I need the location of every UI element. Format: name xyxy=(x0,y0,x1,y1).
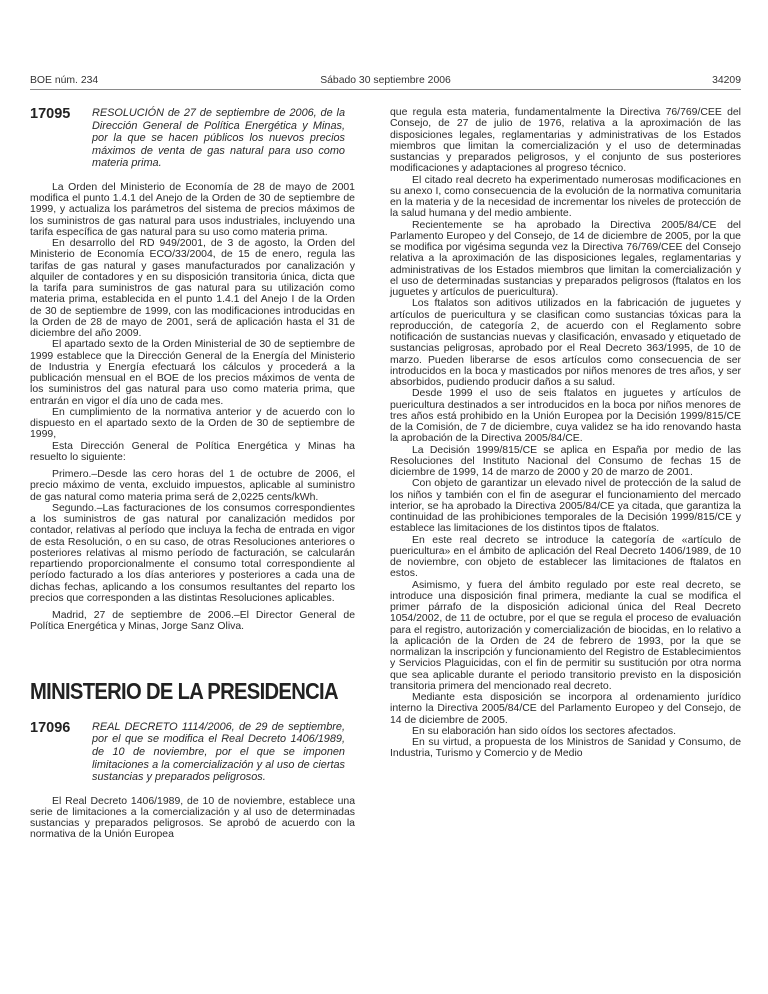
entry-17095-heading xyxy=(30,107,355,170)
publication-date: Sábado 30 septiembre 2006 xyxy=(320,75,451,86)
ministry-heading: MINISTERIO DE LA PRESIDENCIA xyxy=(30,677,338,704)
page-number: 34209 xyxy=(712,75,741,86)
paragraph: Mediante esta disposición se incorpora al ordenamiento jurídico interno la Directiva 2005/84/CE del Parlamento Europeo y del Consejo, de 14 de diciembre de 2005. xyxy=(390,692,741,726)
entry-number: 17096 xyxy=(30,719,71,736)
page-header xyxy=(30,75,741,90)
signature: Madrid, 27 de septiembre de 2006.–El Director General de Política Energética y Minas, Jorge Sanz Oliva. xyxy=(30,610,355,633)
paragraph: Los ftalatos son aditivos utilizados en la fabricación de juguetes y artículos de puericultura y se clasifican como sustancias tóxicas para la reproducción, de categoría 2, de acuerdo con el Reglamento sobre notificación de sustancias nuevas y clasificación, envasado y etiquetado de sustancias peligrosas, aprobado por el Real Decreto 363/1995, de 10 de marzo. Pueden liberarse de esos artículos como consecuencia de ser introducidos en la boca y masticados por niños menores de tres años, y ser absorbidos, pudiendo producir daños a su salud. xyxy=(390,298,741,388)
left-column xyxy=(30,107,355,841)
paragraph: El citado real decreto ha experimentado numerosas modificaciones en su anexo I, como consecuencia de la evolución de la normativa comunitaria en la materia y de la necesidad de incrementar los niveles de protección de la salud humana y del medio ambiente. xyxy=(390,174,741,220)
paragraph: Con objeto de garantizar un elevado nivel de protección de la salud de los niños y también con el fin de asegurar el funcionamiento del mercado interior, se ha aprobado la Directiva 2005/84/CE ya citada, que garantiza la continuidad de las prohibiciones temporales de la Decisión 1999/815/CE y establece las limitaciones de los distintos tipos de ftalatos. xyxy=(390,478,741,535)
publication-number: BOE núm. 234 xyxy=(30,75,99,86)
paragraph: En este real decreto se introduce la categoría de «artículo de puericultura» en el ámbito de aplicación del Real Decreto 1406/1989, de 10 de noviembre, con objeto de establecer las limitaciones de ftalatos en estos. xyxy=(390,534,741,580)
entry-title: REAL DECRETO 1114/2006, de 29 de septiembre, por el que se modifica el Real Decreto 1406/1989, de 10 de noviembre, por el que se imponen limitaciones a la comercialización y al uso de ciertas sustancias y preparados peligrosos. xyxy=(92,720,345,784)
entry-17095-body xyxy=(30,182,355,633)
resolved-item: Primero.–Desde las cero horas del 1 de octubre de 2006, el precio máximo de venta, excluido impuestos, aplicable al suministro de gas natural como materia prima será de 2,0225 cents/kWh. xyxy=(30,469,355,503)
paragraph: En su elaboración han sido oídos los sectores afectados. xyxy=(412,725,677,737)
paragraph: Asimismo, y fuera del ámbito regulado por este real decreto, se introduce una disposición final primera, mediante la cual se modifica el primer párrafo de la disposición adicional única del Real Decreto 1054/2002, de 11 de octubre, por el que se regula el proceso de evaluación para el registro, autorización y comercialización de biocidas, en lo relativo a la aplicación de la Orden de 24 de febrero de 1993, por la que se normalizan la inscripción y funcionamiento del Registro de Establecimientos y Servicios Plaguicidas, con el fin de permitir su sustitución por otra norma que sea aplicable durante el periodo transitorio previsto en la disposición transitoria primera del mencionado real decreto. xyxy=(390,579,741,692)
paragraph: Desde 1999 el uso de seis ftalatos en juguetes y artículos de puericultura destinados a ser introducidos en la boca por niños menores de tres años está prohibido en la Unión Europea por la Decisión 1999/815/CE de la Comisión, de 7 de diciembre, cuya validez se ha ido renovando hasta la aprobación de la Directiva 2005/84/CE. xyxy=(390,388,741,445)
paragraph: La Orden del Ministerio de Economía de 28 de mayo de 2001 modifica el punto 1.4.1 del Anejo de la Orden de 30 de septiembre de 1999, y actualiza los parámetros del sistema de precios máximos de los suministros de gas natural para usos industriales, incluyendo una tarifa específica de gas natural para su uso como materia prima. xyxy=(30,181,355,238)
paragraph: Recientemente se ha aprobado la Directiva 2005/84/CE del Parlamento Europeo y del Consejo, de 14 de diciembre de 2005, por la que se modifica por vigésima segunda vez la Directiva 76/769/CEE del Consejo relativa a la aproximación de las disposiciones legales, reglamentarias y administrativas de los Estados miembros que limitan la comercialización y el uso de determinadas sustancias y preparados peligrosos (ftalatos en los juguetes y artículos de puericultura). xyxy=(390,219,741,298)
paragraph: El apartado sexto de la Orden Ministerial de 30 de septiembre de 1999 establece que la Dirección General de la Energía del Ministerio de Industria y Energía efectuará los cálculos y procederá a la publicación mensual en el BOE de los precios máximos de venta de los suministros del gas natural para uso como materia prima, que entrarán en vigor el día uno de cada mes. xyxy=(30,339,355,407)
entry-number: 17095 xyxy=(30,106,71,122)
right-column xyxy=(390,107,741,760)
paragraph: La Decisión 1999/815/CE se aplica en España por medio de las Resoluciones del Instituto Nacional del Consumo de fechas 15 de diciembre de 1999, 14 de marzo de 2000 y 20 de marzo de 2001. xyxy=(390,444,741,478)
paragraph: En cumplimiento de la normativa anterior y de acuerdo con lo dispuesto en el apartado sexto de la Orden de 30 de septiembre de 1999, xyxy=(30,406,355,441)
continuation-paragraph: que regula esta materia, fundamentalmente la Directiva 76/769/CEE del Consejo, de 27 de julio de 1976, relativa a la aproximación de las disposiciones legales, reglamentarias y administrativas de los Estados miembros que limitan la comercialización y el uso de determinadas sustancias y preparados peligrosos, y el conjunto de sus posteriores modificaciones y adaptaciones al progreso técnico. xyxy=(390,107,741,175)
paragraph: En su virtud, a propuesta de los Ministros de Sanidad y Consumo, de Industria, Turismo y Comercio y de Medio xyxy=(390,737,741,760)
entry-17096-heading xyxy=(30,721,355,784)
paragraph: En desarrollo del RD 949/2001, de 3 de agosto, la Orden del Ministerio de Economía ECO/33/2004, de 15 de enero, regula las tarifas de gas natural y gases manufacturados por canalización y alquiler de contadores y en su disposición transitoria única, dicta que la tarifa para suministros de gas natural para su utilización como materia prima, establecida en el punto 1.4.1 del Anejo I de la Orden de 30 de septiembre de 1999, con las modificaciones introducidas en la Orden de 28 de mayo de 2001, será de aplicación hasta el 31 de diciembre del año 2009. xyxy=(30,238,355,340)
resolved-item: Segundo.–Las facturaciones de los consumos correspondientes a los suministros de gas natural por canalización medidos por contador, relativas al período que incluya la fecha de entrada en vigor de esta Resolución, o en su caso, de otras Resoluciones anteriores o posteriores relativas al mismo período de facturación, se calcularán repartiendo proporcionalmente el consumo total correspondiente al período facturado a los días anteriores y posteriores a cada una de dichas fechas, aplicando a los consumos resultantes del reparto los precios que corresponden a las distintas Resoluciones aplicables. xyxy=(30,502,355,604)
paragraph: El Real Decreto 1406/1989, de 10 de noviembre, establece una serie de limitaciones a la comercialización y al uso de determinadas sustancias y preparados peligrosos. Se aprobó de acuerdo con la normativa de la Unión Europea xyxy=(30,795,355,841)
paragraph: Esta Dirección General de Política Energética y Minas ha resuelto lo siguiente: xyxy=(30,440,355,463)
entry-title: RESOLUCIÓN de 27 de septiembre de 2006, de la Dirección General de Política Energética y Minas, por la que se hacen públicos los nuevos precios máximos de venta de gas natural para uso como materia prima. xyxy=(92,107,345,170)
entry-17096-body-left xyxy=(30,796,355,841)
